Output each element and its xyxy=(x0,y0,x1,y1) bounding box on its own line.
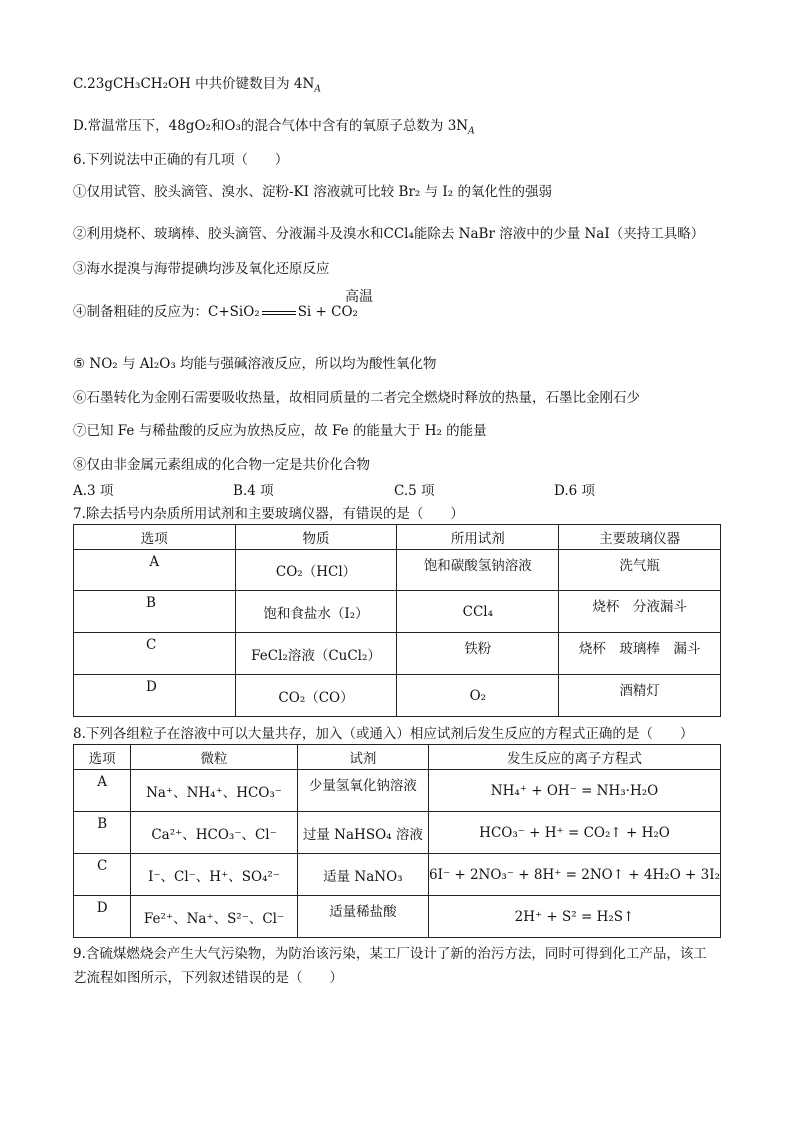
q6-item-5: ⑤ NO₂ 与 Al₂O₃ 均能与强碱溶液反应，所以均为酸性氧化物 xyxy=(73,356,437,372)
substance-cell: CO₂（CO） xyxy=(235,675,397,717)
q9-stem-line-2: 艺流程如图所示，下列叙述错误的是（ ） xyxy=(73,970,343,986)
q7-stem: 7.除去括号内杂质所用试剂和主要玻璃仪器，有错误的是（ ） xyxy=(73,506,464,522)
q6-item-8: ⑧仅由非金属元素组成的化合物一定是共价化合物 xyxy=(73,457,370,473)
q6-item-7: ⑦已知 Fe 与稀盐酸的反应为放热反应，故 Fe 的能量大于 H₂ 的能量 xyxy=(73,423,487,439)
substance-cell: 饱和食盐水（I₂） xyxy=(235,591,397,633)
q5-option-c: C.23gCH₃CH₂OH 中共价键数目为 $4N_A$ xyxy=(73,76,321,95)
q6-option-b: B.4 项 xyxy=(233,483,274,499)
table-row xyxy=(74,896,721,938)
q6-item-3: ③海水提溴与海带提碘均涉及氧化还原反应 xyxy=(73,261,330,277)
header-cell: 试剂 xyxy=(297,745,428,770)
option-cell: B xyxy=(74,591,236,633)
q8-stem: 8.下列各组粒子在溶液中可以大量共存，加入（或通入）相应试剂后发生反应的方程式正确的是（ ） xyxy=(73,726,694,742)
apparatus-cell: 烧杯 分液漏斗 xyxy=(559,591,721,633)
reagent-cell: 适量 NaNO₃ xyxy=(297,854,428,896)
q6-option-a: A.3 项 xyxy=(73,483,114,499)
table-row xyxy=(74,812,721,854)
equation-cell: HCO₃⁻ + H⁺ = CO₂↑ + H₂O xyxy=(429,812,721,854)
table-row xyxy=(74,854,721,896)
q6-item-6: ⑥石墨转化为金刚石需要吸收热量，故相同质量的二者完全燃烧时释放的热量，石墨比金刚石少 xyxy=(73,390,640,406)
reagent-cell: 少量氢氧化钠溶液 xyxy=(297,770,428,812)
equation-cell: NH₄⁺ + OH⁻ = NH₃·H₂O xyxy=(429,770,721,812)
table-header-row xyxy=(74,525,721,550)
q6-option-d: D.6 项 xyxy=(554,483,596,499)
q6-item-1: ①仅用试管、胶头滴管、溴水、淀粉-KI 溶液就可比较 Br₂ 与 I₂ 的氧化性的强弱 xyxy=(73,184,552,200)
q7-table xyxy=(73,524,721,717)
apparatus-cell: 烧杯 玻璃棒 漏斗 xyxy=(559,633,721,675)
particles-cell: I⁻、Cl⁻、H⁺、SO₄²⁻ xyxy=(131,854,297,896)
q9-stem-line-1: 9.含硫煤燃烧会产生大气污染物，为防治该污染，某工厂设计了新的治污方法，同时可得到化工产品，该工 xyxy=(73,946,707,962)
table-row xyxy=(74,591,721,633)
header-cell: 微粒 xyxy=(131,745,297,770)
apparatus-cell: 洗气瓶 xyxy=(559,550,721,591)
reagent-cell: O₂ xyxy=(397,675,559,717)
substance-cell: FeCl₂溶液（CuCl₂） xyxy=(235,633,397,675)
reaction-condition: 高温 xyxy=(345,289,373,305)
header-cell: 选项 xyxy=(74,745,131,770)
header-cell: 选项 xyxy=(74,525,236,550)
particles-cell: Fe²⁺、Na⁺、S²⁻、Cl⁻ xyxy=(131,896,297,938)
option-cell: A xyxy=(74,770,131,812)
header-cell: 物质 xyxy=(235,525,397,550)
table-row xyxy=(74,770,721,812)
table-row xyxy=(74,550,721,591)
table-row xyxy=(74,675,721,717)
equation-cell: 2H⁺ + S² = H₂S↑ xyxy=(429,896,721,938)
option-cell: D xyxy=(74,675,236,717)
header-cell: 所用试剂 xyxy=(397,525,559,550)
substance-cell: CO₂（HCl） xyxy=(235,550,397,591)
reagent-cell: 过量 NaHSO₄ 溶液 xyxy=(297,812,428,854)
reagent-cell: 适量稀盐酸 xyxy=(297,896,428,938)
option-cell: C xyxy=(74,854,131,896)
option-cell: B xyxy=(74,812,131,854)
reagent-cell: CCl₄ xyxy=(397,591,559,633)
reaction-equals-sign xyxy=(262,311,296,315)
reagent-cell: 铁粉 xyxy=(397,633,559,675)
header-cell: 发生反应的离子方程式 xyxy=(429,745,721,770)
table-row xyxy=(74,633,721,675)
reagent-cell: 饱和碳酸氢钠溶液 xyxy=(397,550,559,591)
apparatus-cell: 酒精灯 xyxy=(559,675,721,717)
option-cell: A xyxy=(74,550,236,591)
q6-item-2: ②利用烧杯、玻璃棒、胶头滴管、分液漏斗及溴水和CCl₄能除去 NaBr 溶液中的少量 NaI（夹持工具略） xyxy=(73,226,705,242)
equation-cell: 6I⁻ + 2NO₃⁻ + 8H⁺ = 2NO↑ + 4H₂O + 3I₂ xyxy=(429,854,721,896)
header-cell: 主要玻璃仪器 xyxy=(559,525,721,550)
q6-item-4: ④制备粗硅的反应为：C+SiO₂ 高温 Si + CO₂ xyxy=(73,300,358,320)
q6-stem: 6.下列说法中正确的有几项（ ） xyxy=(73,152,289,168)
particles-cell: Na⁺、NH₄⁺、HCO₃⁻ xyxy=(131,770,297,812)
table-header-row xyxy=(74,745,721,770)
q8-table xyxy=(73,744,721,938)
q6-option-c: C.5 项 xyxy=(394,483,435,499)
option-cell: C xyxy=(74,633,236,675)
option-cell: D xyxy=(74,896,131,938)
particles-cell: Ca²⁺、HCO₃⁻、Cl⁻ xyxy=(131,812,297,854)
q5-option-d: D.常温常压下，48gO₂和O₃的混合气体中含有的氧原子总数为 $3N_A$ xyxy=(73,118,475,137)
